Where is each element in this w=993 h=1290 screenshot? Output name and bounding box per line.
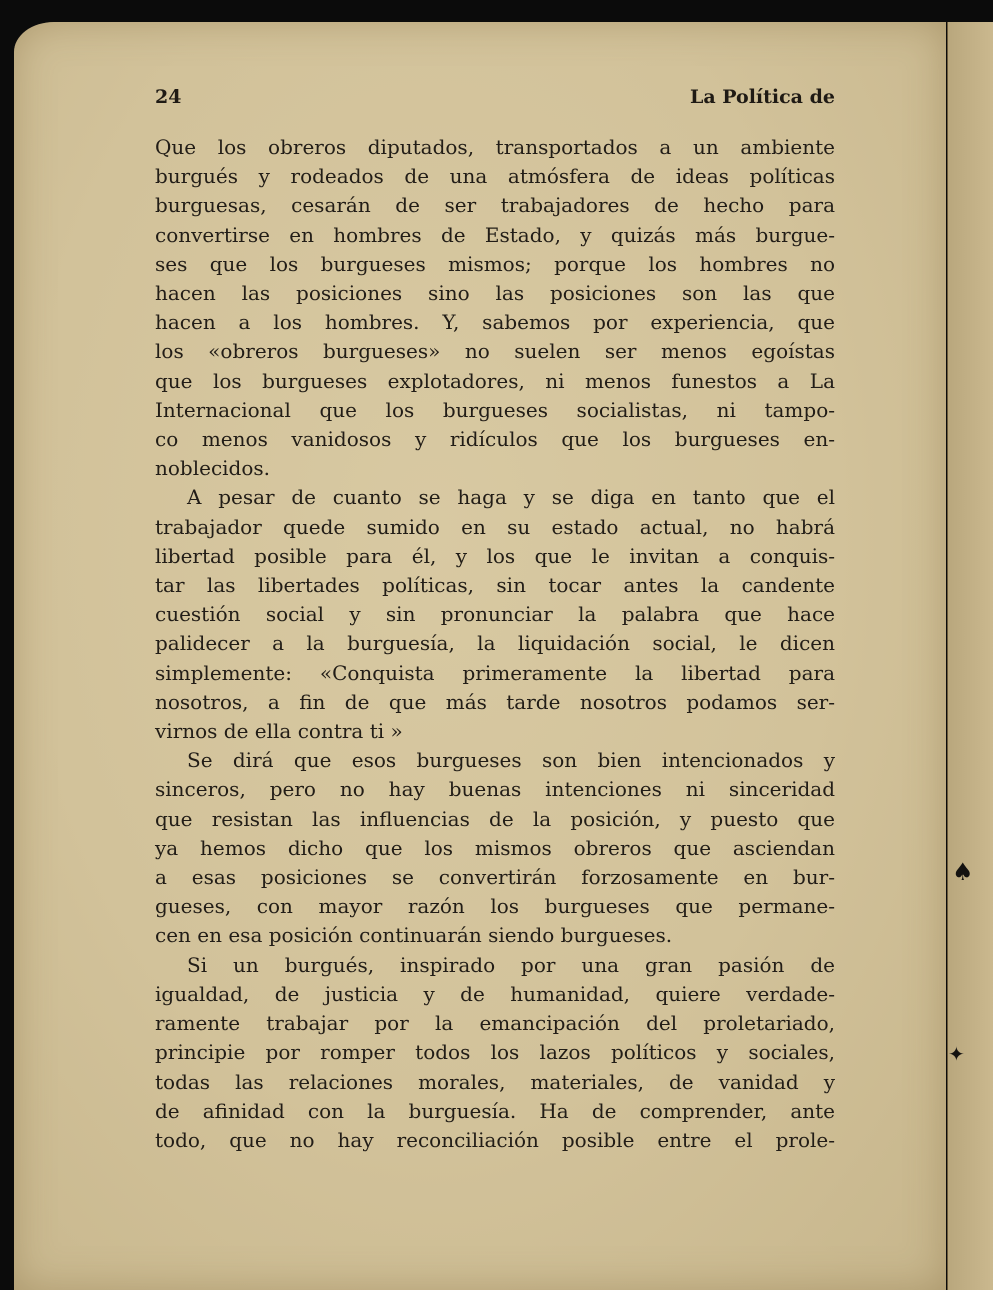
page-number: 24 (155, 86, 182, 108)
text-line: ses que los burgueses mismos; porque los hombres no (155, 251, 835, 276)
text-line: virnos de ella contra ti » (155, 719, 403, 744)
text-line: igualdad, de justicia y de humanidad, quiere verdade- (155, 981, 835, 1006)
page-header (155, 86, 835, 114)
text-line: Internacional que los burgueses socialistas, ni tampo- (155, 397, 835, 422)
text-line: convertirse en hombres de Estado, y quizás más burgue- (155, 222, 835, 247)
text-line: de afinidad con la burguesía. Ha de comprender, ante (155, 1098, 835, 1123)
paragraph-3 (155, 746, 835, 950)
paragraph-1 (155, 133, 835, 483)
text-line: que resistan las influencias de la posición, y puesto que (155, 806, 835, 831)
adjacent-page-edge (947, 22, 993, 1290)
paragraph-2 (155, 483, 835, 746)
text-line: burguesas, cesarán de ser trabajadores de hecho para (155, 193, 835, 218)
text-line: Si un burgués, inspirado por una gran pasión de (187, 952, 835, 977)
text-line: palidecer a la burguesía, la liquidación social, le dicen (155, 631, 835, 656)
ink-blot-mark: ♠ (952, 858, 974, 886)
ink-cross-mark: ✦ (948, 1042, 965, 1066)
text-line: libertad posible para él, y los que le invitan a conquis- (155, 543, 835, 568)
text-line: todo, que no hay reconciliación posible entre el prole- (155, 1127, 835, 1152)
text-line: sinceros, pero no hay buenas intenciones ni sinceridad (155, 777, 835, 802)
text-line: noblecidos. (155, 456, 271, 481)
text-line: A pesar de cuanto se haga y se diga en tanto que el (187, 485, 835, 510)
running-title: La Política de (689, 86, 835, 108)
text-line: nosotros, a fin de que más tarde nosotros podamos ser- (155, 689, 835, 714)
text-line: ramente trabajar por la emancipación del proletariado, (155, 1011, 835, 1036)
text-line: tar las libertades políticas, sin tocar antes la candente (155, 573, 835, 598)
text-line: cuestión social y sin pronunciar la palabra que hace (155, 602, 835, 627)
text-line: cen en esa posición continuarán siendo burgueses. (155, 923, 673, 948)
text-line: Se dirá que esos burgueses son bien intencionados y (187, 748, 835, 773)
text-line: todas las relaciones morales, materiales, de vanidad y (155, 1069, 835, 1094)
text-line: principie por romper todos los lazos políticos y sociales, (155, 1040, 835, 1065)
text-line: a esas posiciones se convertirán forzosamente en bur- (155, 865, 835, 890)
text-line: simplemente: «Conquista primeramente la libertad para (155, 660, 835, 685)
text-line: Que los obreros diputados, transportados a un ambiente (155, 135, 835, 159)
text-line: hacen a los hombres. Y, sabemos por experiencia, que (155, 310, 835, 335)
text-line: ya hemos dicho que los mismos obreros que asciendan (155, 835, 835, 860)
text-line: trabajador quede sumido en su estado actual, no habrá (155, 514, 835, 539)
text-line: co menos vanidosos y ridículos que los burgueses en- (155, 427, 835, 452)
paragraph-4 (155, 951, 835, 1155)
text-line: burgués y rodeados de una atmósfera de ideas políticas (155, 164, 835, 189)
body-text (155, 133, 835, 1155)
text-line: hacen las posiciones sino las posiciones son las que (155, 281, 835, 306)
text-line: gueses, con mayor razón los burgueses que permane- (155, 894, 835, 919)
text-line: los «obreros burgueses» no suelen ser menos egoístas (155, 339, 835, 364)
text-line: que los burgueses explotadores, ni menos funestos a La (155, 368, 835, 393)
